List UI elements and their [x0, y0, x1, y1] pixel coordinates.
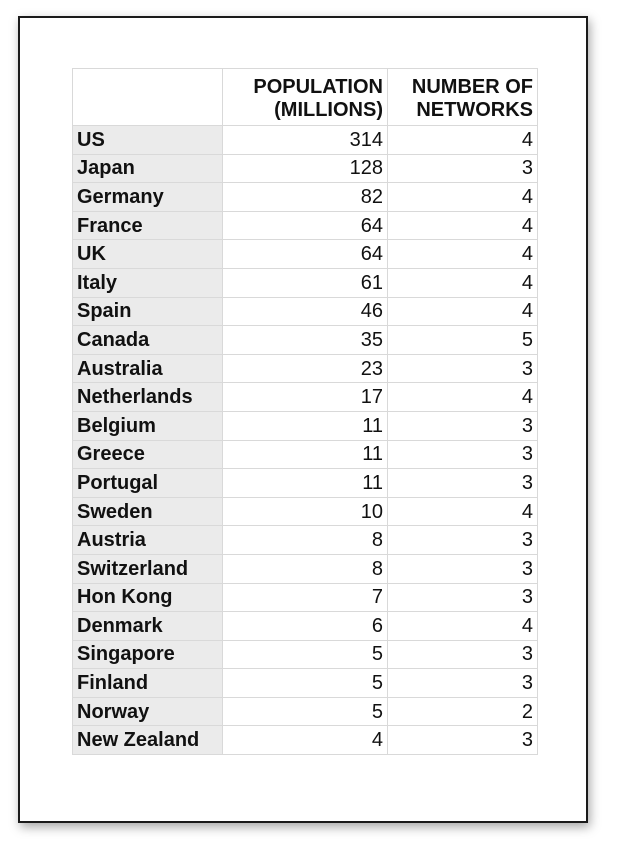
table-body	[73, 126, 538, 755]
country-cell: Greece	[73, 440, 223, 469]
table-row	[73, 183, 538, 212]
table-header-row	[73, 69, 538, 126]
networks-cell: 5	[388, 326, 538, 355]
table-row	[73, 383, 538, 412]
country-cell: Finland	[73, 669, 223, 698]
document-page	[18, 16, 588, 823]
table-row	[73, 268, 538, 297]
table-row	[73, 126, 538, 155]
corner-cell	[73, 69, 223, 126]
table-row	[73, 583, 538, 612]
table-row	[73, 526, 538, 555]
networks-cell: 3	[388, 669, 538, 698]
networks-cell: 4	[388, 268, 538, 297]
population-cell: 61	[223, 268, 388, 297]
population-cell: 128	[223, 154, 388, 183]
networks-column-header	[388, 69, 538, 126]
table-row	[73, 411, 538, 440]
table-row	[73, 726, 538, 755]
table-row	[73, 469, 538, 498]
country-cell: Singapore	[73, 640, 223, 669]
table-row	[73, 697, 538, 726]
networks-cell: 4	[388, 383, 538, 412]
networks-cell: 4	[388, 297, 538, 326]
population-cell: 10	[223, 497, 388, 526]
country-cell: Switzerland	[73, 554, 223, 583]
population-column-header	[223, 69, 388, 126]
table-row	[73, 297, 538, 326]
country-cell: US	[73, 126, 223, 155]
population-cell: 64	[223, 211, 388, 240]
networks-cell: 3	[388, 154, 538, 183]
population-networks-table	[72, 68, 538, 755]
table-row	[73, 640, 538, 669]
networks-cell: 3	[388, 440, 538, 469]
networks-cell: 3	[388, 583, 538, 612]
country-cell: Denmark	[73, 612, 223, 641]
networks-cell: 3	[388, 469, 538, 498]
networks-cell: 3	[388, 640, 538, 669]
table-row	[73, 354, 538, 383]
table-row	[73, 326, 538, 355]
networks-cell: 3	[388, 554, 538, 583]
population-header-line-2: (MILLIONS)	[274, 99, 383, 121]
table-row	[73, 440, 538, 469]
country-cell: UK	[73, 240, 223, 269]
table-row	[73, 669, 538, 698]
population-cell: 7	[223, 583, 388, 612]
networks-header-line-2: NETWORKS	[416, 99, 533, 121]
country-cell: Norway	[73, 697, 223, 726]
country-cell: Austria	[73, 526, 223, 555]
population-cell: 64	[223, 240, 388, 269]
networks-cell: 3	[388, 411, 538, 440]
population-cell: 5	[223, 669, 388, 698]
country-cell: Germany	[73, 183, 223, 212]
population-header-line-1: POPULATION	[253, 76, 383, 98]
country-cell: Netherlands	[73, 383, 223, 412]
population-cell: 11	[223, 411, 388, 440]
networks-cell: 3	[388, 354, 538, 383]
population-cell: 35	[223, 326, 388, 355]
country-cell: Italy	[73, 268, 223, 297]
population-cell: 5	[223, 697, 388, 726]
population-cell: 23	[223, 354, 388, 383]
population-cell: 46	[223, 297, 388, 326]
population-cell: 8	[223, 554, 388, 583]
population-cell: 17	[223, 383, 388, 412]
networks-cell: 3	[388, 726, 538, 755]
country-cell: France	[73, 211, 223, 240]
networks-header-line-1: NUMBER OF	[411, 76, 533, 98]
table-row	[73, 211, 538, 240]
country-cell: Hon Kong	[73, 583, 223, 612]
table-row	[73, 497, 538, 526]
table-row	[73, 612, 538, 641]
table-row	[73, 240, 538, 269]
population-cell: 5	[223, 640, 388, 669]
networks-cell: 3	[388, 526, 538, 555]
population-cell: 82	[223, 183, 388, 212]
population-cell: 11	[223, 469, 388, 498]
population-cell: 6	[223, 612, 388, 641]
networks-cell: 4	[388, 126, 538, 155]
country-cell: Japan	[73, 154, 223, 183]
population-cell: 314	[223, 126, 388, 155]
networks-cell: 4	[388, 497, 538, 526]
networks-cell: 4	[388, 240, 538, 269]
table-row	[73, 554, 538, 583]
networks-cell: 4	[388, 211, 538, 240]
networks-cell: 4	[388, 183, 538, 212]
country-cell: New Zealand	[73, 726, 223, 755]
networks-cell: 2	[388, 697, 538, 726]
country-cell: Portugal	[73, 469, 223, 498]
networks-cell: 4	[388, 612, 538, 641]
country-cell: Australia	[73, 354, 223, 383]
country-cell: Belgium	[73, 411, 223, 440]
population-cell: 11	[223, 440, 388, 469]
country-cell: Canada	[73, 326, 223, 355]
country-cell: Sweden	[73, 497, 223, 526]
table-row	[73, 154, 538, 183]
country-cell: Spain	[73, 297, 223, 326]
population-cell: 8	[223, 526, 388, 555]
population-cell: 4	[223, 726, 388, 755]
